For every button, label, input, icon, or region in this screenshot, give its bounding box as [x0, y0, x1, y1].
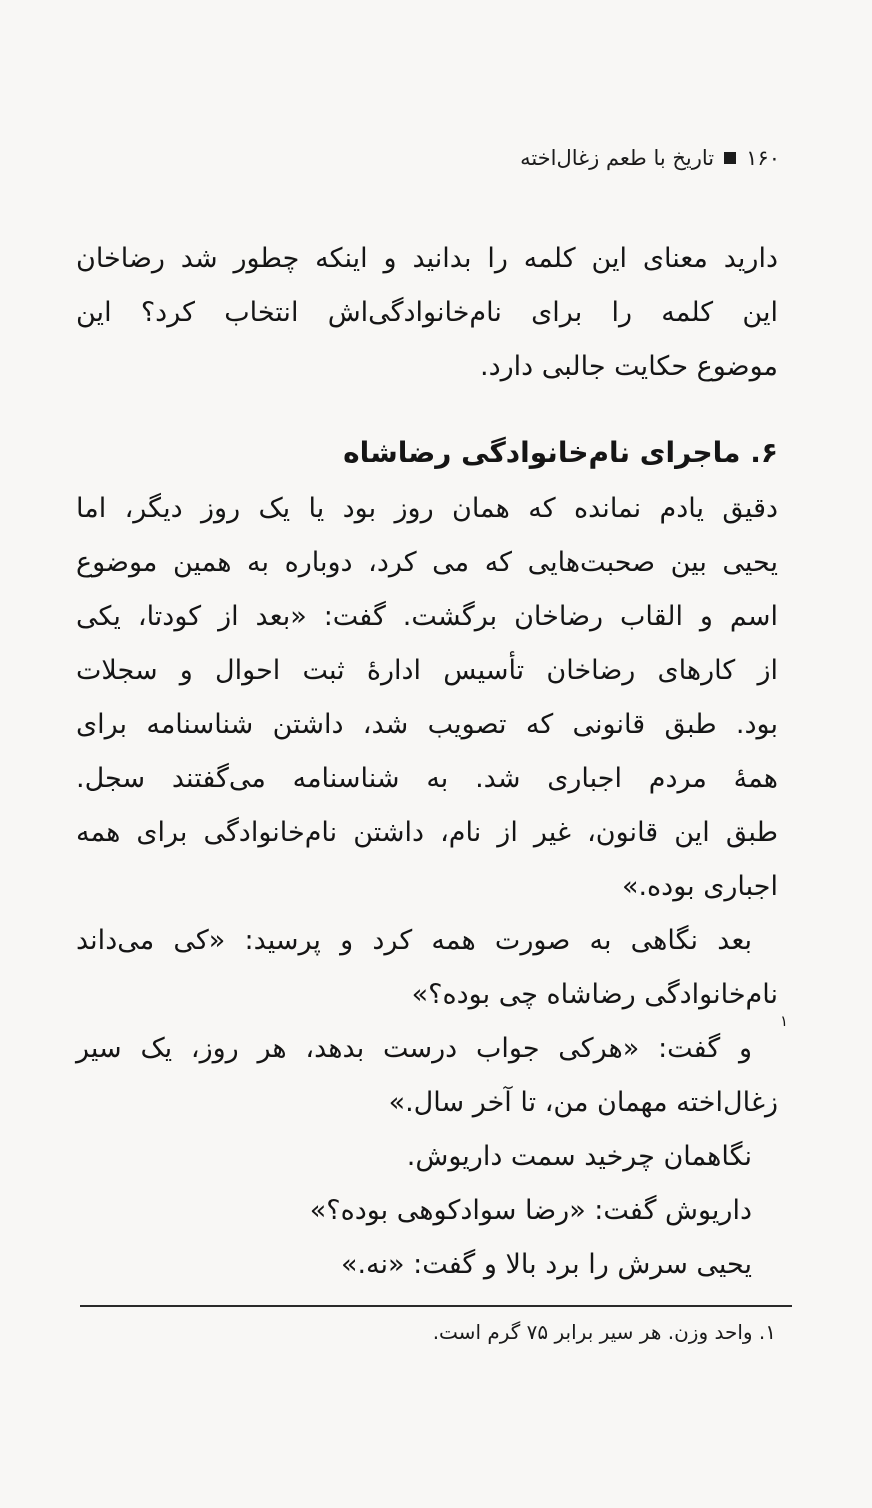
footnote: ۱. واحد وزن. هر سیر برابر ۷۵ گرم است.: [432, 1320, 776, 1344]
text-line: داریوش گفت: «رضا سوادکوهی بوده؟»: [309, 1195, 752, 1226]
book-title: تاریخ با طعم زغال‌اخته: [520, 146, 715, 170]
text-line: یحیی سرش را برد بالا و گفت: «نه.»: [340, 1249, 752, 1280]
running-header: [520, 146, 780, 170]
text-line: از کارهای رضاخان تأسیس ادارۀ ثبت احوال و سجلات: [76, 655, 778, 686]
page-number: ۱۶۰: [746, 146, 780, 170]
footnote-divider: [80, 1305, 792, 1307]
body-text: [76, 232, 778, 1292]
text-line: اسم و القاب رضاخان برگشت. گفت: «بعد از کودتا، یکی: [76, 601, 778, 632]
text-line: یحیی بین صحبت‌هایی که می کرد، دوباره به همین موضوع: [76, 547, 778, 578]
text-line: بعد نگاهی به صورت همه کرد و پرسید: «کی می‌داند: [76, 925, 752, 956]
text-line: طبق این قانون، غیر از نام، داشتن نام‌خانوادگی برای همه: [76, 817, 778, 848]
text-line: دارید معنای این کلمه را بدانید و اینکه چطور شد رضاخان: [76, 243, 778, 274]
text-line: بود. طبق قانونی که تصویب شد، داشتن شناسنامه برای: [76, 709, 778, 740]
text-line: نام‌خانوادگی رضاشاه چی بوده؟»: [411, 979, 778, 1010]
square-bullet-icon: [724, 152, 736, 164]
text-line: موضوع حکایت جالبی دارد.: [480, 351, 778, 382]
section-gap: [76, 394, 778, 424]
text-line: همۀ مردم اجباری شد. به شناسنامه می‌گفتند سجل.: [76, 763, 778, 794]
text-line: نگاهمان چرخید سمت داریوش.: [406, 1141, 752, 1172]
text-line: دقیق یادم نمانده که همان روز بود یا یک روز دیگر، اما: [76, 493, 778, 524]
text-line: زغال‌اخته مهمان من، تا آخر سال.»: [388, 1087, 778, 1118]
text-line: این کلمه را برای نام‌خانوادگی‌اش انتخاب کرد؟ این: [76, 297, 778, 328]
text-line: اجباری بوده.»: [621, 871, 778, 902]
text-line: و گفت: «هرکی جواب درست بدهد، هر روز، یک سیر: [76, 1033, 752, 1064]
section-heading: ۶. ماجرای نام‌خانوادگی رضاشاه: [343, 436, 778, 469]
footnote-marker: ۱: [779, 1012, 788, 1030]
